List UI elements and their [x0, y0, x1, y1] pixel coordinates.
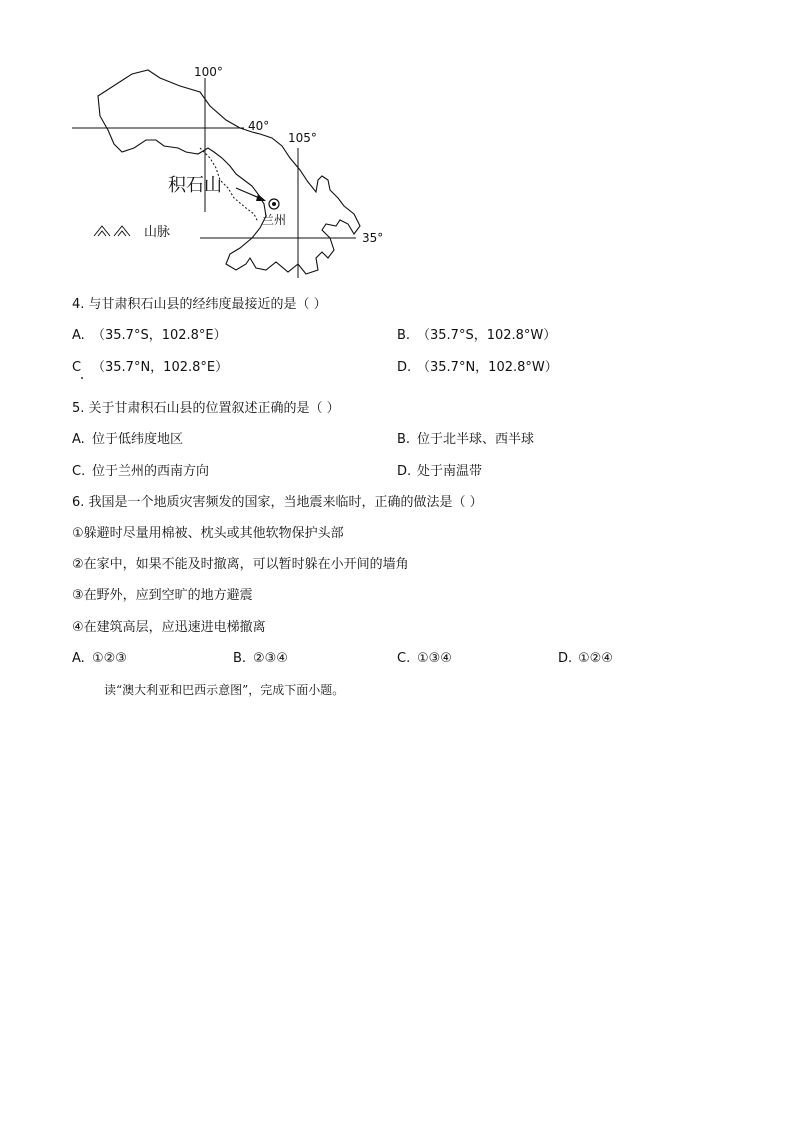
q6-statement-2: ②在家中，如果不能及时撤离，可以暂时躲在小开间的墙角: [72, 557, 409, 572]
option-letter: C.: [397, 651, 411, 666]
option-letter: A.: [72, 651, 85, 666]
stray-dot: [81, 377, 83, 379]
arrow-head: [256, 194, 266, 201]
q5-option-b[interactable]: [397, 431, 534, 449]
option-text: ①②④: [578, 651, 613, 666]
mountain-legend-icon: [94, 226, 130, 236]
q6-statement-3: ③在野外，应到空旷的地方避震: [72, 588, 253, 603]
option-text: （35.7°S，102.8°W）: [417, 328, 557, 343]
label-lanzhou: 兰州: [262, 213, 287, 227]
option-text: ②③④: [253, 651, 288, 666]
option-letter: A.: [72, 432, 85, 447]
option-text: 位于低纬度地区: [92, 432, 184, 447]
q6-statement-4: ④在建筑高层，应迅速进电梯撤离: [72, 620, 266, 635]
option-letter: D.: [397, 360, 412, 375]
option-letter: C: [72, 360, 82, 375]
label-lat-40: 40°: [248, 119, 270, 133]
q4-option-b[interactable]: [397, 327, 556, 345]
option-text: （35.7°N，102.8°W）: [417, 360, 558, 375]
q4-option-c[interactable]: [72, 359, 228, 377]
option-text: 位于北半球、西半球: [417, 432, 535, 447]
question-4-stem: 4. 与甘肃积石山县的经纬度最接近的是（ ）: [72, 297, 327, 312]
option-text: ①③④: [417, 651, 452, 666]
q6-option-b[interactable]: [233, 650, 288, 668]
option-text: ①②③: [92, 651, 127, 666]
option-letter: B.: [233, 651, 247, 666]
option-letter: B.: [397, 432, 411, 447]
label-lat-35: 35°: [362, 231, 384, 245]
question-6-stem: 6. 我国是一个地质灾害频发的国家，当地震来临时，正确的做法是（ ）: [72, 495, 483, 510]
label-lon-105: 105°: [288, 131, 317, 145]
q5-option-c[interactable]: [72, 463, 209, 481]
lanzhou-marker-inner: [272, 202, 276, 206]
label-lon-100: 100°: [194, 65, 223, 79]
option-letter: C.: [72, 464, 86, 479]
q4-option-d[interactable]: [397, 359, 558, 377]
gansu-province-outline: [98, 70, 360, 274]
q6-option-d[interactable]: [558, 650, 613, 668]
option-text: 位于兰州的西南方向: [92, 464, 210, 479]
option-letter: D.: [558, 651, 573, 666]
option-letter: B.: [397, 328, 411, 343]
option-text: （35.7°N，102.8°E）: [92, 360, 229, 375]
q5-option-d[interactable]: [397, 463, 482, 481]
legend-mountain-label: 山脉: [144, 225, 171, 240]
option-text: （35.7°S，102.8°E）: [92, 328, 227, 343]
option-text: 处于南温带: [417, 464, 483, 479]
q6-option-a[interactable]: [72, 650, 127, 668]
option-letter: A.: [72, 328, 85, 343]
option-letter: D.: [397, 464, 412, 479]
label-jishishan: 积石山: [168, 175, 222, 196]
question-5-stem: 5. 关于甘肃积石山县的位置叙述正确的是（ ）: [72, 401, 340, 416]
q6-option-c[interactable]: [397, 650, 452, 668]
q5-option-a[interactable]: [72, 431, 183, 449]
gansu-map-figure: [60, 58, 400, 290]
q6-statement-1: ①躲避时尽量用棉被、枕头或其他软物保护头部: [72, 526, 344, 541]
next-section-intro: 读“澳大利亚和巴西示意图”，完成下面小题。: [104, 683, 345, 697]
gansu-map: [60, 58, 400, 290]
q4-option-a[interactable]: [72, 327, 227, 345]
